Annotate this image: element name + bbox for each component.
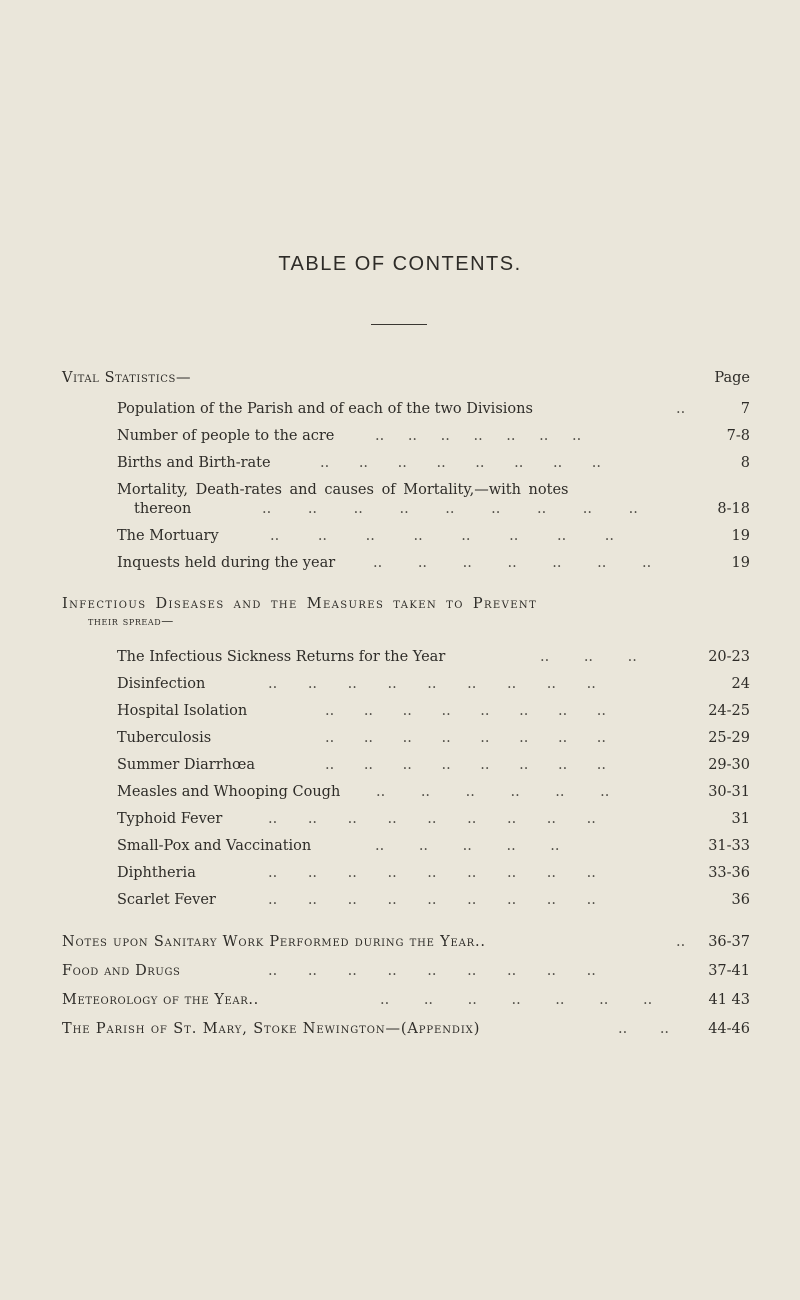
leader-dots: .. .. .. .. .. .. .. .. ..	[268, 676, 596, 692]
entry-label: Hospital Isolation	[117, 703, 248, 719]
toc-section	[0, 1019, 800, 1039]
leader-dots: .. .. .. .. .. .. .. ..	[270, 528, 615, 544]
section-label: Meteorology of the Year..	[62, 992, 259, 1008]
entry-label: Disinfection	[117, 676, 206, 692]
entry-label: Small-Pox and Vaccination	[117, 838, 312, 854]
leader-dots: .. .. .. .. .. ..	[376, 784, 610, 800]
toc-entry	[0, 728, 800, 748]
entry-page: 8	[740, 455, 750, 471]
entry-label: Tuberculosis	[117, 730, 212, 746]
entry-page: 30-31	[708, 784, 750, 800]
section-heading-infectious-diseases: Infectious Diseases and the Measures taken to Prevent	[62, 596, 538, 612]
entry-page: 7-8	[726, 428, 750, 444]
toc-section	[0, 932, 800, 952]
toc-entry	[0, 809, 800, 829]
leader-dots: .. .. .. .. .. .. .. ..	[325, 703, 607, 719]
leader-dots: .. .. .. .. ..	[375, 838, 560, 854]
toc-entry	[0, 499, 800, 519]
entry-label: Typhoid Fever	[117, 811, 223, 827]
toc-entry	[0, 647, 800, 667]
entry-page: 24	[731, 676, 750, 692]
entry-page: 8-18	[717, 501, 750, 517]
entry-label: Diphtheria	[117, 865, 196, 881]
entry-page: 24-25	[708, 703, 750, 719]
leader-dots: .. ..	[618, 1021, 670, 1037]
entry-page: 19	[731, 528, 750, 544]
leader-dots: .. .. .. .. .. .. .. ..	[325, 730, 607, 746]
toc-entry	[0, 863, 800, 883]
entry-label: thereon	[134, 501, 192, 517]
page-title: TABLE OF CONTENTS.	[278, 253, 522, 275]
toc-entry	[0, 526, 800, 546]
toc-section	[0, 990, 800, 1010]
leader-dots: .. .. .. .. .. .. ..	[373, 555, 652, 571]
toc-entry	[0, 782, 800, 802]
toc-entry	[0, 399, 800, 419]
entry-label: Births and Birth-rate	[117, 455, 271, 471]
leader-dots: .. .. .. .. .. .. .. .. ..	[268, 811, 596, 827]
title-rule	[371, 324, 427, 325]
section-heading-continued: their spread—	[88, 614, 174, 628]
entry-page: 25-29	[708, 730, 750, 746]
section-page: 36-37	[708, 934, 750, 950]
entry-label: Population of the Parish and of each of the two Divisions	[117, 401, 533, 417]
leader-dots: .. .. ..	[540, 649, 637, 665]
leader-dots: .. .. .. .. .. .. ..	[375, 428, 582, 444]
leader-dots: .. .. .. .. .. .. .. ..	[325, 757, 607, 773]
leader-dots: ..	[676, 934, 686, 950]
leader-dots: .. .. .. .. .. .. .. .. ..	[268, 963, 596, 979]
entry-label: Mortality, Death-rates and causes of Mortality,—with notes	[117, 482, 569, 498]
toc-entry	[0, 453, 800, 473]
section-page: 41 43	[708, 992, 750, 1008]
entry-label: Number of people to the acre	[117, 428, 335, 444]
entry-label: The Infectious Sickness Returns for the Year	[117, 649, 446, 665]
leader-dots: .. .. .. .. .. .. .. .. ..	[268, 865, 596, 881]
toc-entry	[0, 553, 800, 573]
section-page: 44-46	[708, 1021, 750, 1037]
toc-entry	[0, 701, 800, 721]
leader-dots: .. .. .. .. .. .. ..	[380, 992, 653, 1008]
leader-dots: ..	[676, 401, 686, 417]
entry-page: 19	[731, 555, 750, 571]
section-page: 37-41	[708, 963, 750, 979]
leader-dots: .. .. .. .. .. .. .. .. ..	[268, 892, 596, 908]
entry-page: 29-30	[708, 757, 750, 773]
entry-label: The Mortuary	[117, 528, 219, 544]
leader-dots: .. .. .. .. .. .. .. .. ..	[262, 501, 638, 517]
entry-page: 33-36	[708, 865, 750, 881]
section-heading-vital-statistics: Vital Statistics—	[62, 370, 192, 386]
toc-entry	[0, 426, 800, 446]
entry-page: 31-33	[708, 838, 750, 854]
toc-entry	[0, 836, 800, 856]
section-label: Food and Drugs	[62, 963, 181, 979]
leader-dots: .. .. .. .. .. .. .. ..	[320, 455, 602, 471]
entry-label: Inquests held during the year	[117, 555, 336, 571]
page-column-label: Page	[714, 370, 750, 386]
toc-entry	[0, 480, 800, 500]
entry-page: 36	[731, 892, 750, 908]
toc-section	[0, 961, 800, 981]
toc-entry	[0, 890, 800, 910]
toc-entry	[0, 755, 800, 775]
entry-label: Summer Diarrhœa	[117, 757, 255, 773]
toc-entry	[0, 674, 800, 694]
entry-page: 20-23	[708, 649, 750, 665]
entry-page: 7	[740, 401, 750, 417]
entry-label: Measles and Whooping Cough	[117, 784, 341, 800]
entry-label: Scarlet Fever	[117, 892, 216, 908]
section-label: The Parish of St. Mary, Stoke Newington—(Appendix)	[62, 1021, 481, 1037]
section-label: Notes upon Sanitary Work Performed during the Year..	[62, 934, 486, 950]
entry-page: 31	[731, 811, 750, 827]
